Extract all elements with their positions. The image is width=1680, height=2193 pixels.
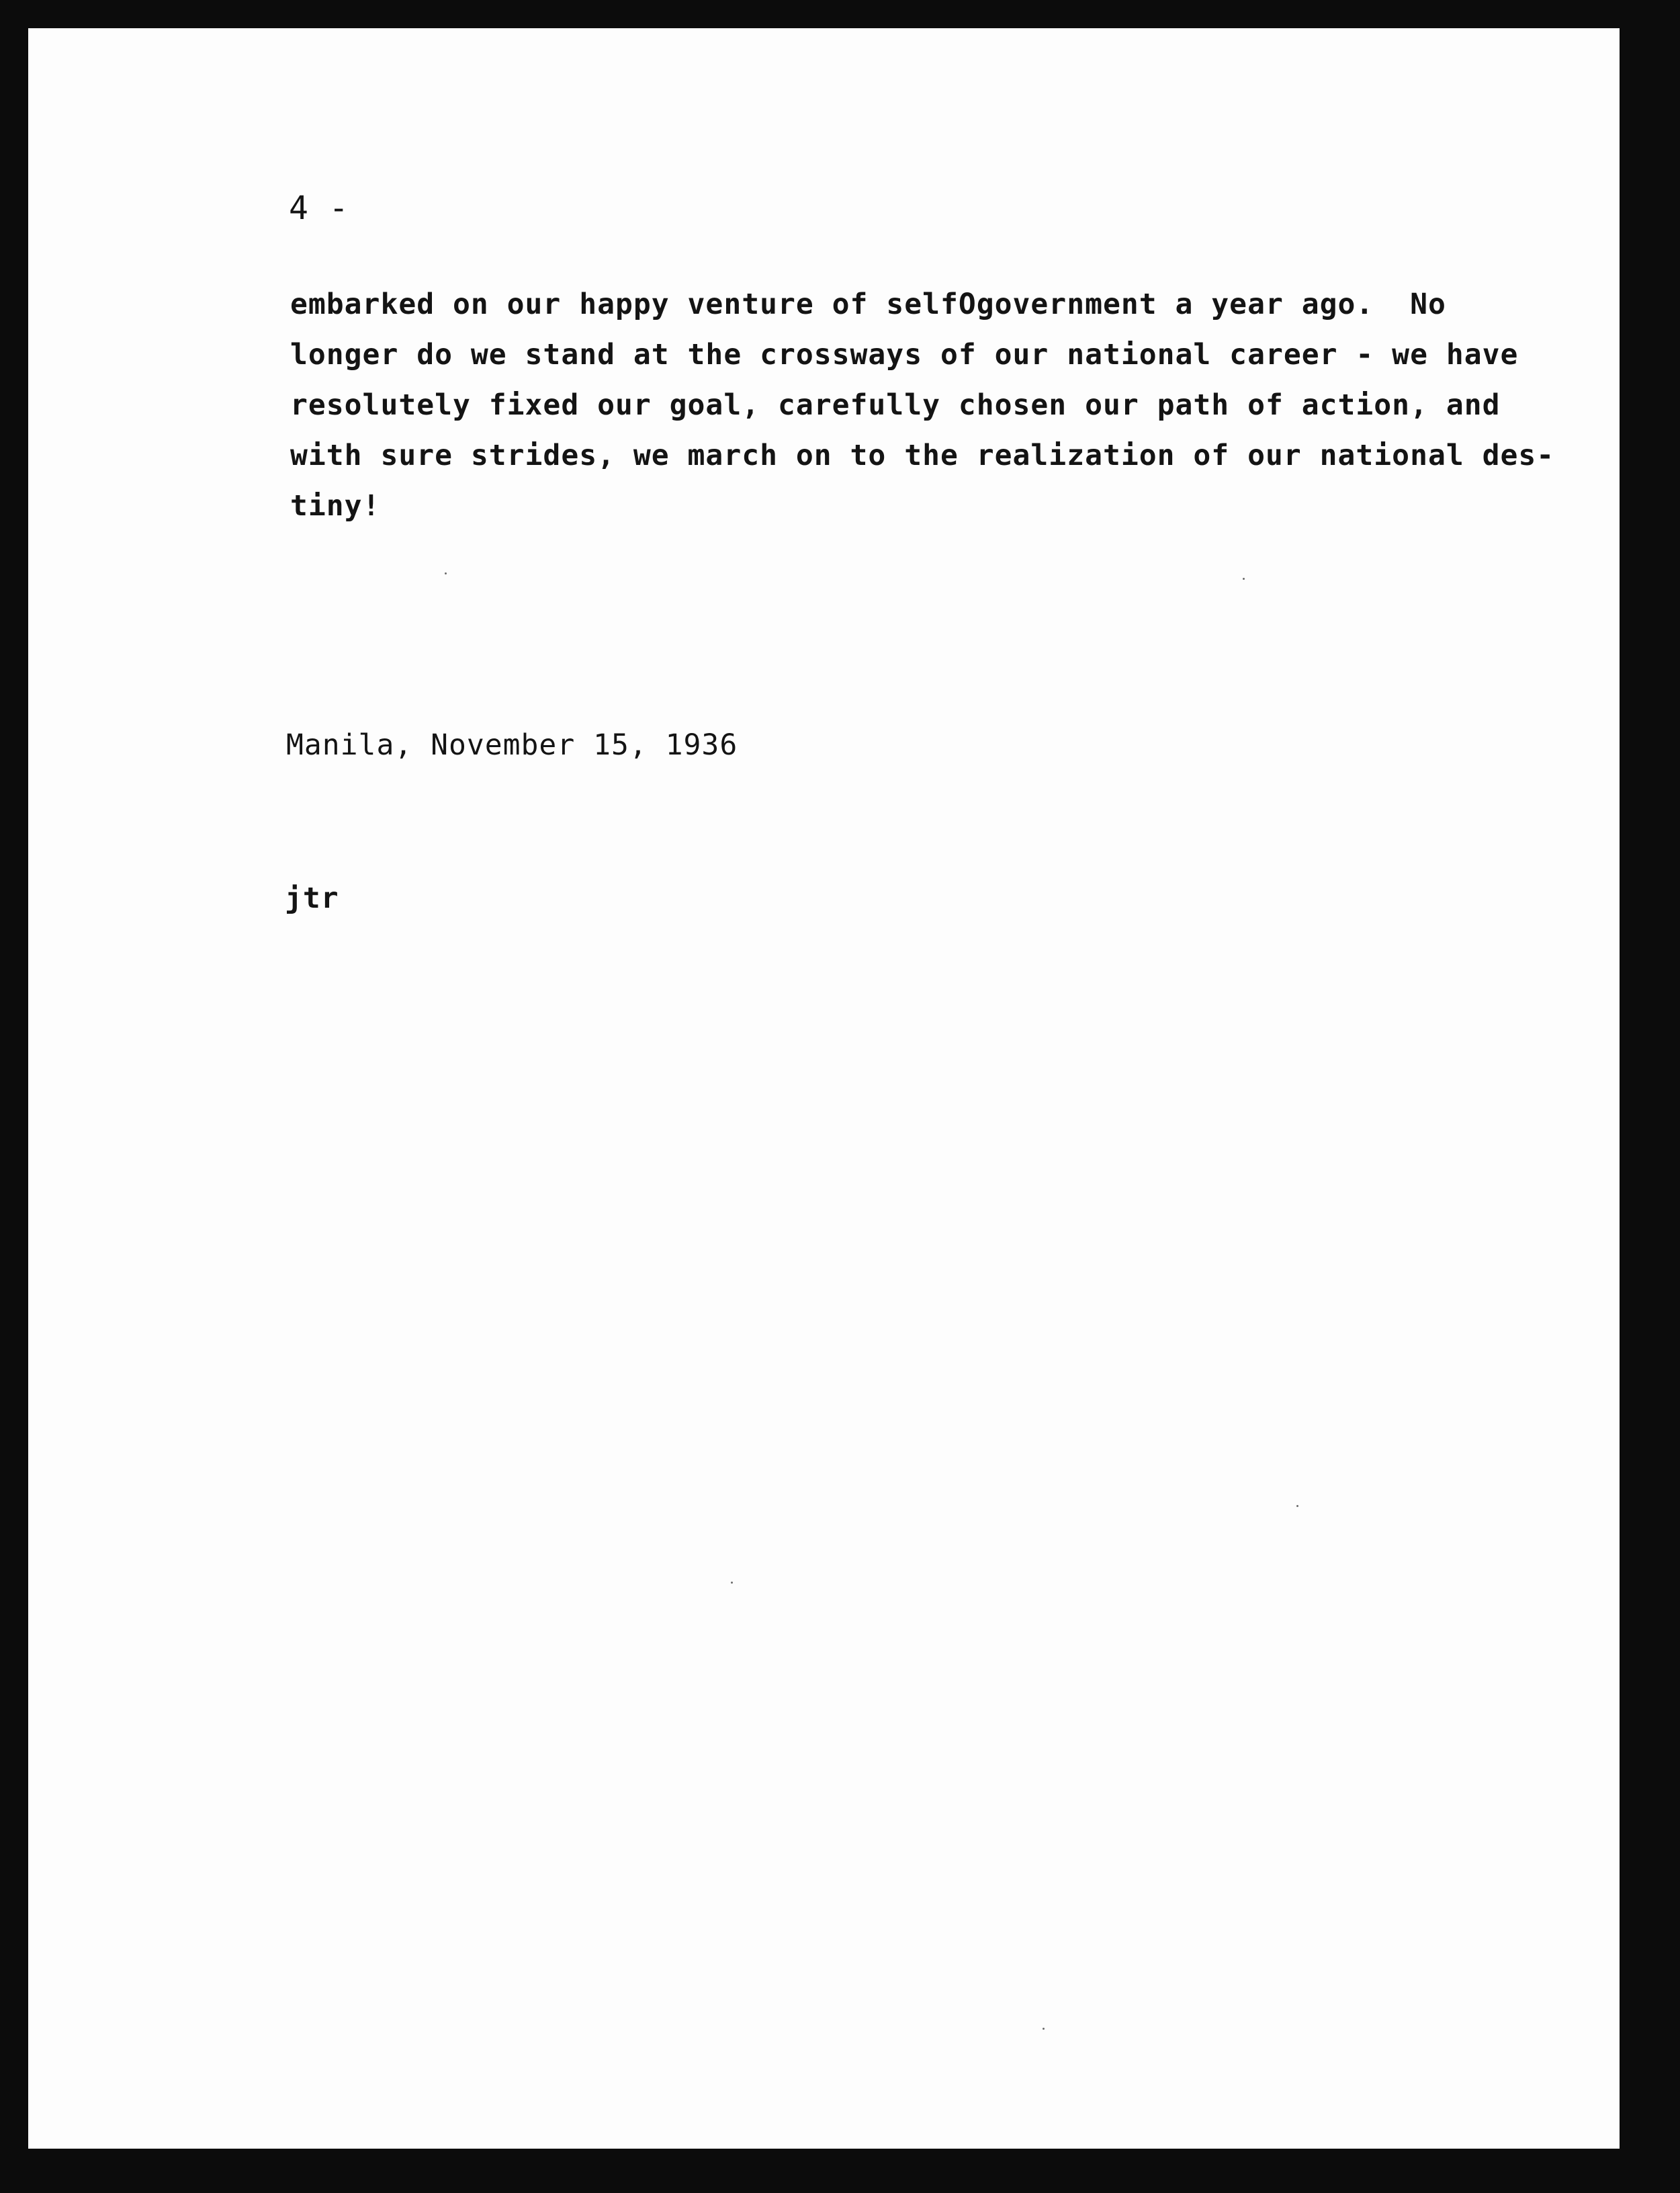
- dateline: Manila, November 15, 1936: [286, 728, 738, 762]
- body-line: with sure strides, we march on to the realization of our national des-: [290, 439, 1555, 472]
- page-number: 4 -: [289, 189, 349, 227]
- paper-speck: [1243, 578, 1245, 580]
- body-line: embarked on our happy venture of selfOgovernment a year ago. No: [290, 288, 1446, 321]
- paper-speck: [445, 572, 447, 574]
- paper-speck: [1043, 2028, 1045, 2030]
- body-line: resolutely fixed our goal, carefully chosen our path of action, and: [290, 388, 1501, 422]
- typist-initials: jtr: [285, 882, 339, 915]
- document-page: [28, 28, 1620, 2149]
- body-paragraph: [290, 280, 1554, 531]
- body-line: tiny!: [290, 489, 381, 523]
- body-line: longer do we stand at the crossways of our national career - we have: [290, 338, 1519, 372]
- paper-speck: [1296, 1505, 1298, 1507]
- paper-speck: [731, 1582, 733, 1584]
